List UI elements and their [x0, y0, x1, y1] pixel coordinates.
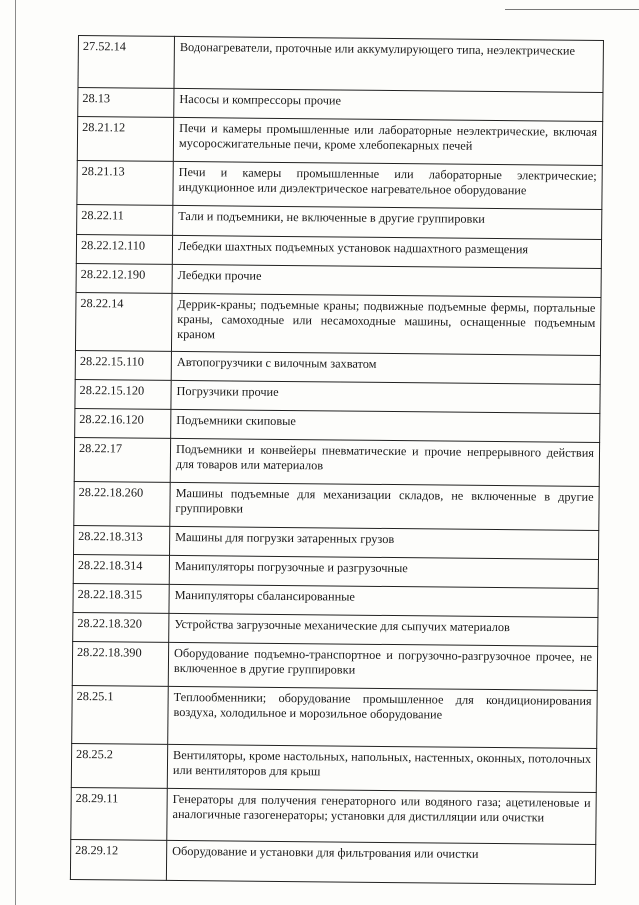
table-body [70, 36, 603, 885]
page-left-edge [15, 0, 16, 905]
row-description: Подъемники и конвейеры пневматические и прочие непрерывного действия для товаров или материалов [170, 438, 599, 486]
row-description: Машины подъемные для механизации складов, не включенные в другие группировки [170, 482, 599, 530]
row-code: 28.22.12.110 [76, 234, 172, 264]
row-description: Вентиляторы, кроме настольных, напольных, настенных, оконных, потолочных или вентиляторов для крыш [167, 744, 596, 792]
row-description: Генераторы для получения генераторного или водяного газа; ацетиленовые и аналогичные газогенераторы; установки для дистилляции или очистки [167, 788, 596, 844]
table-row [72, 685, 598, 748]
table-row [70, 839, 595, 884]
row-code: 28.22.14 [75, 292, 172, 351]
row-description: Печи и камеры промышленные или лабораторные неэлектрические, включая мусоросжигательные печи, кроме хлебопекарных печей [173, 117, 602, 165]
page-top-edge [505, 9, 639, 10]
row-description: Машины для погрузки затаренных грузов [170, 526, 599, 559]
row-description: Деррик-краны; подъемные краны; подвижные подъемные фермы, портальные краны, самоходные или несамоходные машины, оснащенные подъемным краном [171, 293, 601, 355]
row-description: Тали и подъемники, не включенные в другие группировки [173, 205, 602, 239]
row-code: 28.13 [78, 88, 174, 118]
row-description: Манипуляторы сбалансированные [169, 584, 598, 617]
row-code: 28.22.15.110 [75, 350, 171, 380]
row-description: Автопогрузчики с вилочным захватом [171, 351, 600, 384]
row-code: 28.22.18.260 [74, 481, 170, 526]
row-description: Лебедки прочие [172, 264, 601, 297]
table-row [77, 160, 602, 209]
row-description: Устройства загрузочные механические для сыпучих материалов [169, 613, 598, 646]
row-code: 28.22.11 [77, 204, 173, 235]
table-row [74, 481, 599, 530]
row-code: 28.29.11 [71, 787, 167, 840]
row-code: 28.22.18.313 [74, 525, 170, 555]
row-description: Печи и камеры промышленные или лабораторные электрические; индукционное или диэлектрическое нагревательное оборудование [173, 161, 602, 209]
row-code: 28.21.12 [77, 117, 173, 162]
row-description: Лебедки шахтных подъемных установок надшахтного размещения [172, 235, 601, 268]
row-code: 28.22.18.315 [73, 583, 169, 613]
row-code: 28.22.17 [74, 437, 170, 482]
row-code: 28.22.18.320 [73, 612, 169, 642]
row-code: 28.22.12.190 [76, 263, 172, 293]
row-description: Теплообменники; оборудование промышленное для кондиционирования воздуха, холодильное и морозильное оборудование [168, 686, 598, 748]
row-description: Манипуляторы погрузочные и разгрузочные [169, 555, 598, 588]
row-code: 28.25.1 [72, 685, 169, 744]
table-row [74, 437, 599, 486]
row-code: 28.22.18.390 [72, 641, 168, 686]
row-description: Насосы и компрессоры прочие [174, 88, 603, 121]
row-description: Оборудование подъемно-транспортное и погрузочно-разгрузочное прочее, не включенное в другие группировки [168, 642, 597, 690]
row-code: 28.22.18.314 [73, 554, 169, 584]
table-row [78, 36, 603, 93]
row-description: Оборудование и установки для фильтрования или очистки [166, 840, 595, 884]
row-code: 28.22.15.120 [75, 379, 171, 409]
table-row [77, 117, 602, 166]
row-code: 28.29.12 [70, 839, 166, 880]
okpd-codes-table [70, 35, 604, 885]
row-description: Погрузчики прочие [171, 380, 600, 413]
row-description: Подъемники скиповые [171, 409, 600, 442]
table-row [71, 743, 596, 792]
row-description: Водонагреватели, проточные или аккумулирующего типа, неэлектрические [174, 36, 603, 92]
table-row [75, 292, 601, 355]
table-row [72, 641, 597, 690]
table-row [71, 787, 596, 844]
row-code: 28.21.13 [77, 160, 173, 205]
row-code: 28.25.2 [71, 743, 167, 788]
row-code: 28.22.16.120 [75, 408, 171, 438]
row-code: 27.52.14 [78, 36, 174, 89]
